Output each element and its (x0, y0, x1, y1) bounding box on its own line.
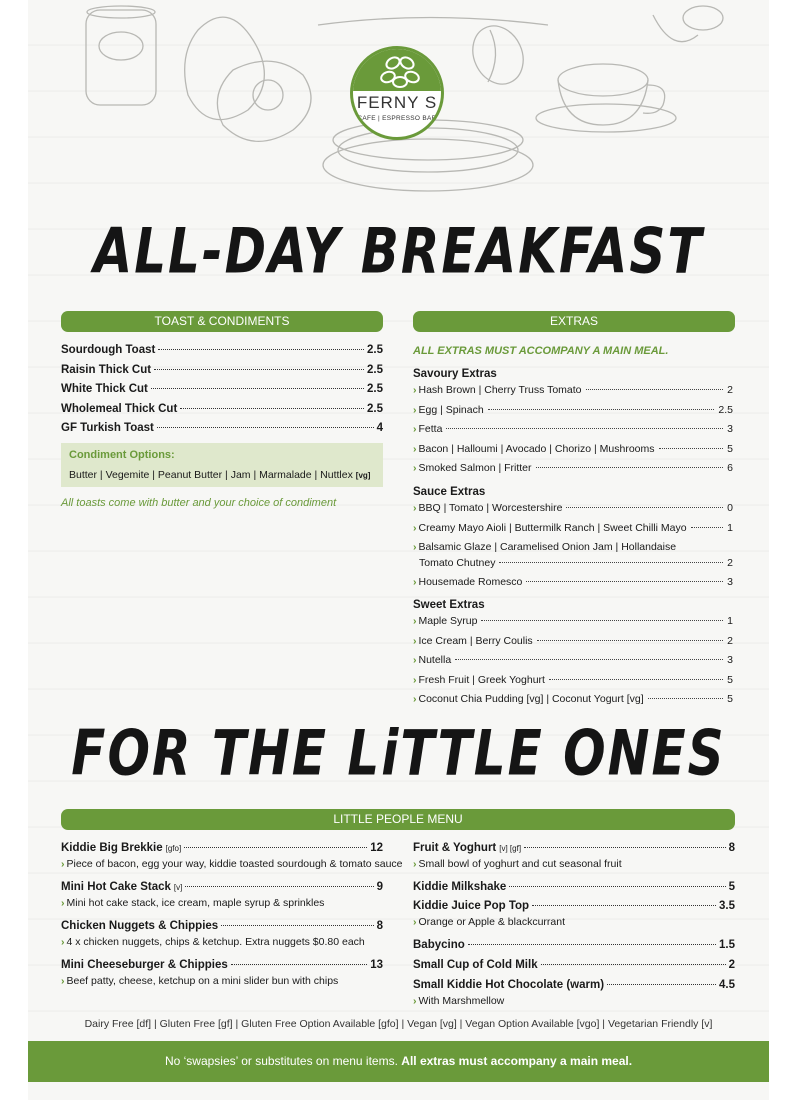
item-name: Sourdough Toast (61, 344, 156, 356)
dot-leader (184, 847, 367, 848)
dot-leader (151, 388, 364, 389)
fernys-logo (350, 46, 444, 140)
dot-leader (549, 679, 723, 680)
sweet-extra-item (413, 615, 733, 627)
item-name: Fruit & Yoghurt (413, 842, 497, 854)
toast-header: TOAST & CONDIMENTS (61, 311, 383, 332)
item-price: 2 (727, 634, 733, 647)
item-name: Kiddie Milkshake (413, 881, 507, 893)
kids-item (413, 881, 735, 893)
chevron-right-icon: › (413, 502, 417, 514)
dietary-tag: [v] (173, 883, 183, 892)
sweet-extras-title: Sweet Extras (413, 599, 485, 611)
item-name: Kiddie Big Brekkie (61, 842, 163, 854)
sauce-extra-item (413, 502, 733, 514)
dot-leader (607, 984, 716, 985)
logo-banner (353, 49, 441, 91)
dot-leader (455, 659, 723, 660)
item-price: 2 (727, 384, 733, 396)
item-description (61, 936, 365, 948)
kids-item (61, 881, 383, 893)
coffee-beans-icon (353, 49, 444, 91)
description-text: Mini hot cake stack, ice cream, maple syrup & sprinkles (66, 897, 325, 909)
sweet-extra-item (413, 693, 733, 705)
item-price: 5 (728, 881, 735, 893)
dot-leader (231, 964, 367, 965)
item-price: 3 (727, 423, 733, 436)
chevron-right-icon: › (413, 615, 417, 627)
chevron-right-icon: › (413, 462, 417, 475)
description-text: Small bowl of yoghurt and cut seasonal fruit (418, 858, 622, 870)
dot-leader (691, 527, 724, 528)
item-name: Mini Hot Cake Stack (61, 881, 171, 893)
item-name: Babycino (413, 939, 465, 951)
kids-item (61, 920, 383, 932)
description-text: 4 x chicken nuggets, chips & ketchup. Extra nuggets $0.80 each (66, 936, 365, 948)
item-description (413, 858, 622, 870)
dot-leader (468, 944, 716, 945)
item-name: Bacon | Halloumi | Avocado | Chorizo | Mushrooms (418, 442, 655, 455)
toast-item (61, 364, 383, 376)
dot-leader (488, 409, 715, 410)
chevron-right-icon: › (413, 521, 417, 534)
item-name: Hash Brown | Cherry Truss Tomato (418, 384, 582, 396)
kids-item (413, 979, 735, 991)
item-name: Kiddie Juice Pop Top (413, 900, 530, 912)
dot-leader (536, 467, 724, 468)
chevron-right-icon: › (413, 442, 417, 455)
logo-name: FERNY S (356, 93, 438, 112)
dietary-legend: Dairy Free [df] | Gluten Free [gf] | Gluten Free Option Available [gfo] | Vegan [vg] | Vegan Option Available [vgo] | Vegetarian Friendly [v] (84, 1018, 713, 1030)
item-name: Creamy Mayo Aioli | Buttermilk Ranch | Sweet Chilli Mayo (418, 521, 687, 534)
toast-item (61, 383, 383, 395)
footer-banner (28, 1041, 769, 1082)
chevron-right-icon: › (61, 936, 65, 948)
chevron-right-icon: › (413, 693, 417, 706)
savoury-extras-title: Savoury Extras (413, 368, 497, 380)
toast-item (61, 403, 383, 415)
sweet-extra-item (413, 635, 733, 647)
item-description (61, 858, 403, 870)
kids-item (413, 959, 735, 971)
item-name: White Thick Cut (61, 383, 148, 396)
description-text: Piece of bacon, egg your way, kiddie toasted sourdough & tomato sauce (66, 858, 403, 870)
savoury-extra-item (413, 404, 733, 416)
item-price: 2 (728, 959, 735, 971)
little-ones-title: FOR THE LiTTLE ONES (71, 716, 726, 790)
savoury-extra-item (413, 384, 733, 396)
item-price: 5 (727, 693, 733, 706)
kids-item (413, 842, 735, 854)
kids-item (413, 900, 735, 912)
dot-leader (158, 349, 364, 350)
item-name: Fresh Fruit | Greek Yoghurt (418, 673, 545, 686)
chevron-right-icon: › (61, 975, 65, 987)
item-price: 2.5 (367, 344, 383, 356)
sweet-extra-item (413, 674, 733, 686)
item-name: BBQ | Tomato | Worcestershire (418, 502, 563, 514)
savoury-extra-item (413, 443, 733, 455)
chevron-right-icon: › (413, 916, 417, 928)
item-price: 1 (727, 521, 733, 534)
dot-leader (446, 428, 723, 429)
condiment-options-title: Condiment Options: (69, 449, 175, 461)
kids-item (61, 842, 383, 854)
dietary-tag: [gfo] (165, 844, 182, 853)
description-text: Orange or Apple & blackcurrant (418, 916, 565, 928)
dot-leader (586, 389, 724, 390)
item-name: Wholemeal Thick Cut (61, 402, 178, 415)
chevron-right-icon: › (413, 384, 417, 396)
item-description (413, 916, 565, 928)
chevron-right-icon: › (413, 576, 417, 588)
item-price: 8 (728, 842, 735, 854)
dot-leader (526, 581, 723, 582)
extras-note: ALL EXTRAS MUST ACCOMPANY A MAIN MEAL. (413, 345, 669, 357)
savoury-extra-item (413, 462, 733, 474)
dietary-tag: [v] [gf] (499, 844, 522, 853)
dot-leader (541, 964, 726, 965)
item-price: 2.5 (367, 402, 383, 415)
sauce-extra-item (413, 576, 733, 588)
dot-leader (566, 507, 723, 508)
item-price: 2.5 (367, 363, 383, 376)
item-price: 1.5 (719, 939, 735, 951)
item-name: Raisin Thick Cut (61, 363, 152, 376)
item-description (413, 995, 504, 1007)
toast-note: All toasts come with butter and your choice of condiment (61, 497, 337, 509)
item-name: Fetta (418, 423, 443, 436)
dot-leader (648, 698, 724, 699)
item-name: Coconut Chia Pudding [vg] | Coconut Yogurt [vg] (418, 693, 644, 706)
dot-leader (154, 369, 364, 370)
dot-leader (509, 886, 725, 887)
chevron-right-icon: › (61, 897, 65, 909)
chevron-right-icon: › (413, 654, 417, 667)
vegan-tag: [vg] (355, 471, 371, 480)
sauce-extras-title: Sauce Extras (413, 486, 486, 498)
chevron-right-icon: › (413, 995, 417, 1007)
item-description (61, 897, 324, 909)
item-price: 3 (727, 654, 733, 667)
extras-header: EXTRAS (413, 311, 735, 332)
menu-page (28, 0, 769, 1100)
description-text: With Marshmellow (418, 995, 505, 1007)
item-name: Smoked Salmon | Fritter (418, 462, 532, 475)
dot-leader (659, 448, 724, 449)
kids-item (61, 959, 383, 971)
item-price: 1 (727, 615, 733, 627)
dot-leader (221, 925, 373, 926)
savoury-extra-item (413, 423, 733, 435)
item-price: 4 (376, 422, 383, 435)
sauce-extra-item (413, 522, 733, 534)
sauce-extra-item-cont (419, 557, 733, 569)
toast-item (61, 422, 383, 434)
item-name: Tomato Chutney (419, 557, 496, 569)
logo-subtitle: CAFE | ESPRESSO BAR (357, 115, 437, 122)
item-price: 2.5 (718, 403, 733, 416)
item-name: Small Kiddie Hot Chocolate (warm) (413, 979, 605, 991)
dot-leader (185, 886, 373, 887)
item-description (61, 975, 338, 987)
kids-item (413, 939, 735, 951)
condiment-options-box (61, 443, 383, 487)
chevron-right-icon: › (413, 423, 417, 436)
footer-note-bold: All extras must accompany a main meal. (401, 1054, 633, 1068)
dot-leader (537, 640, 723, 641)
item-name: Chicken Nuggets & Chippies (61, 920, 219, 932)
toast-item (61, 344, 383, 356)
chevron-right-icon: › (413, 541, 417, 553)
item-name: Housemade Romesco (418, 576, 523, 588)
chevron-right-icon: › (61, 858, 65, 870)
item-name: Egg | Spinach (418, 403, 484, 416)
item-price: 6 (727, 462, 733, 475)
chevron-right-icon: › (413, 403, 417, 416)
item-price: 2 (727, 557, 733, 569)
item-price: 12 (370, 842, 383, 854)
dot-leader (180, 408, 364, 409)
footer-note: No ‘swapsies’ or substitutes on menu items. (164, 1054, 402, 1068)
dot-leader (524, 847, 726, 848)
item-price: 5 (727, 442, 733, 455)
item-name: Maple Syrup (418, 615, 478, 627)
dot-leader (499, 562, 723, 563)
dot-leader (532, 905, 716, 906)
item-price: 3.5 (719, 900, 735, 912)
sweet-extra-item (413, 654, 733, 666)
dot-leader (157, 427, 374, 428)
item-price: 9 (376, 881, 383, 893)
dot-leader (481, 620, 723, 621)
chevron-right-icon: › (413, 673, 417, 686)
item-price: 3 (727, 576, 733, 588)
item-price: 2.5 (367, 383, 383, 396)
item-price: 0 (727, 502, 733, 514)
condiment-items: Butter | Vegemite | Peanut Butter | Jam | Marmalade | Nuttlex (69, 469, 353, 481)
item-name: Mini Cheeseburger & Chippies (61, 959, 228, 971)
item-name: GF Turkish Toast (61, 422, 154, 435)
condiment-options-list (69, 469, 370, 481)
chevron-right-icon: › (413, 634, 417, 647)
little-people-header: LITTLE PEOPLE MENU (61, 809, 735, 830)
chevron-right-icon: › (413, 858, 417, 870)
sauce-extra-item (413, 541, 676, 553)
item-price: 8 (376, 920, 383, 932)
item-name: Nutella (418, 654, 452, 667)
item-name: Ice Cream | Berry Coulis (418, 634, 533, 647)
item-name: Small Cup of Cold Milk (413, 959, 538, 971)
item-price: 4.5 (719, 979, 735, 991)
description-text: Beef patty, cheese, ketchup on a mini slider bun with chips (66, 975, 339, 987)
item-price: 13 (370, 959, 383, 971)
all-day-breakfast-title: ALL-DAY BREAKFAST (93, 214, 704, 288)
item-price: 5 (727, 673, 733, 686)
item-name: Balsamic Glaze | Caramelised Onion Jam | Hollandaise (418, 541, 677, 553)
